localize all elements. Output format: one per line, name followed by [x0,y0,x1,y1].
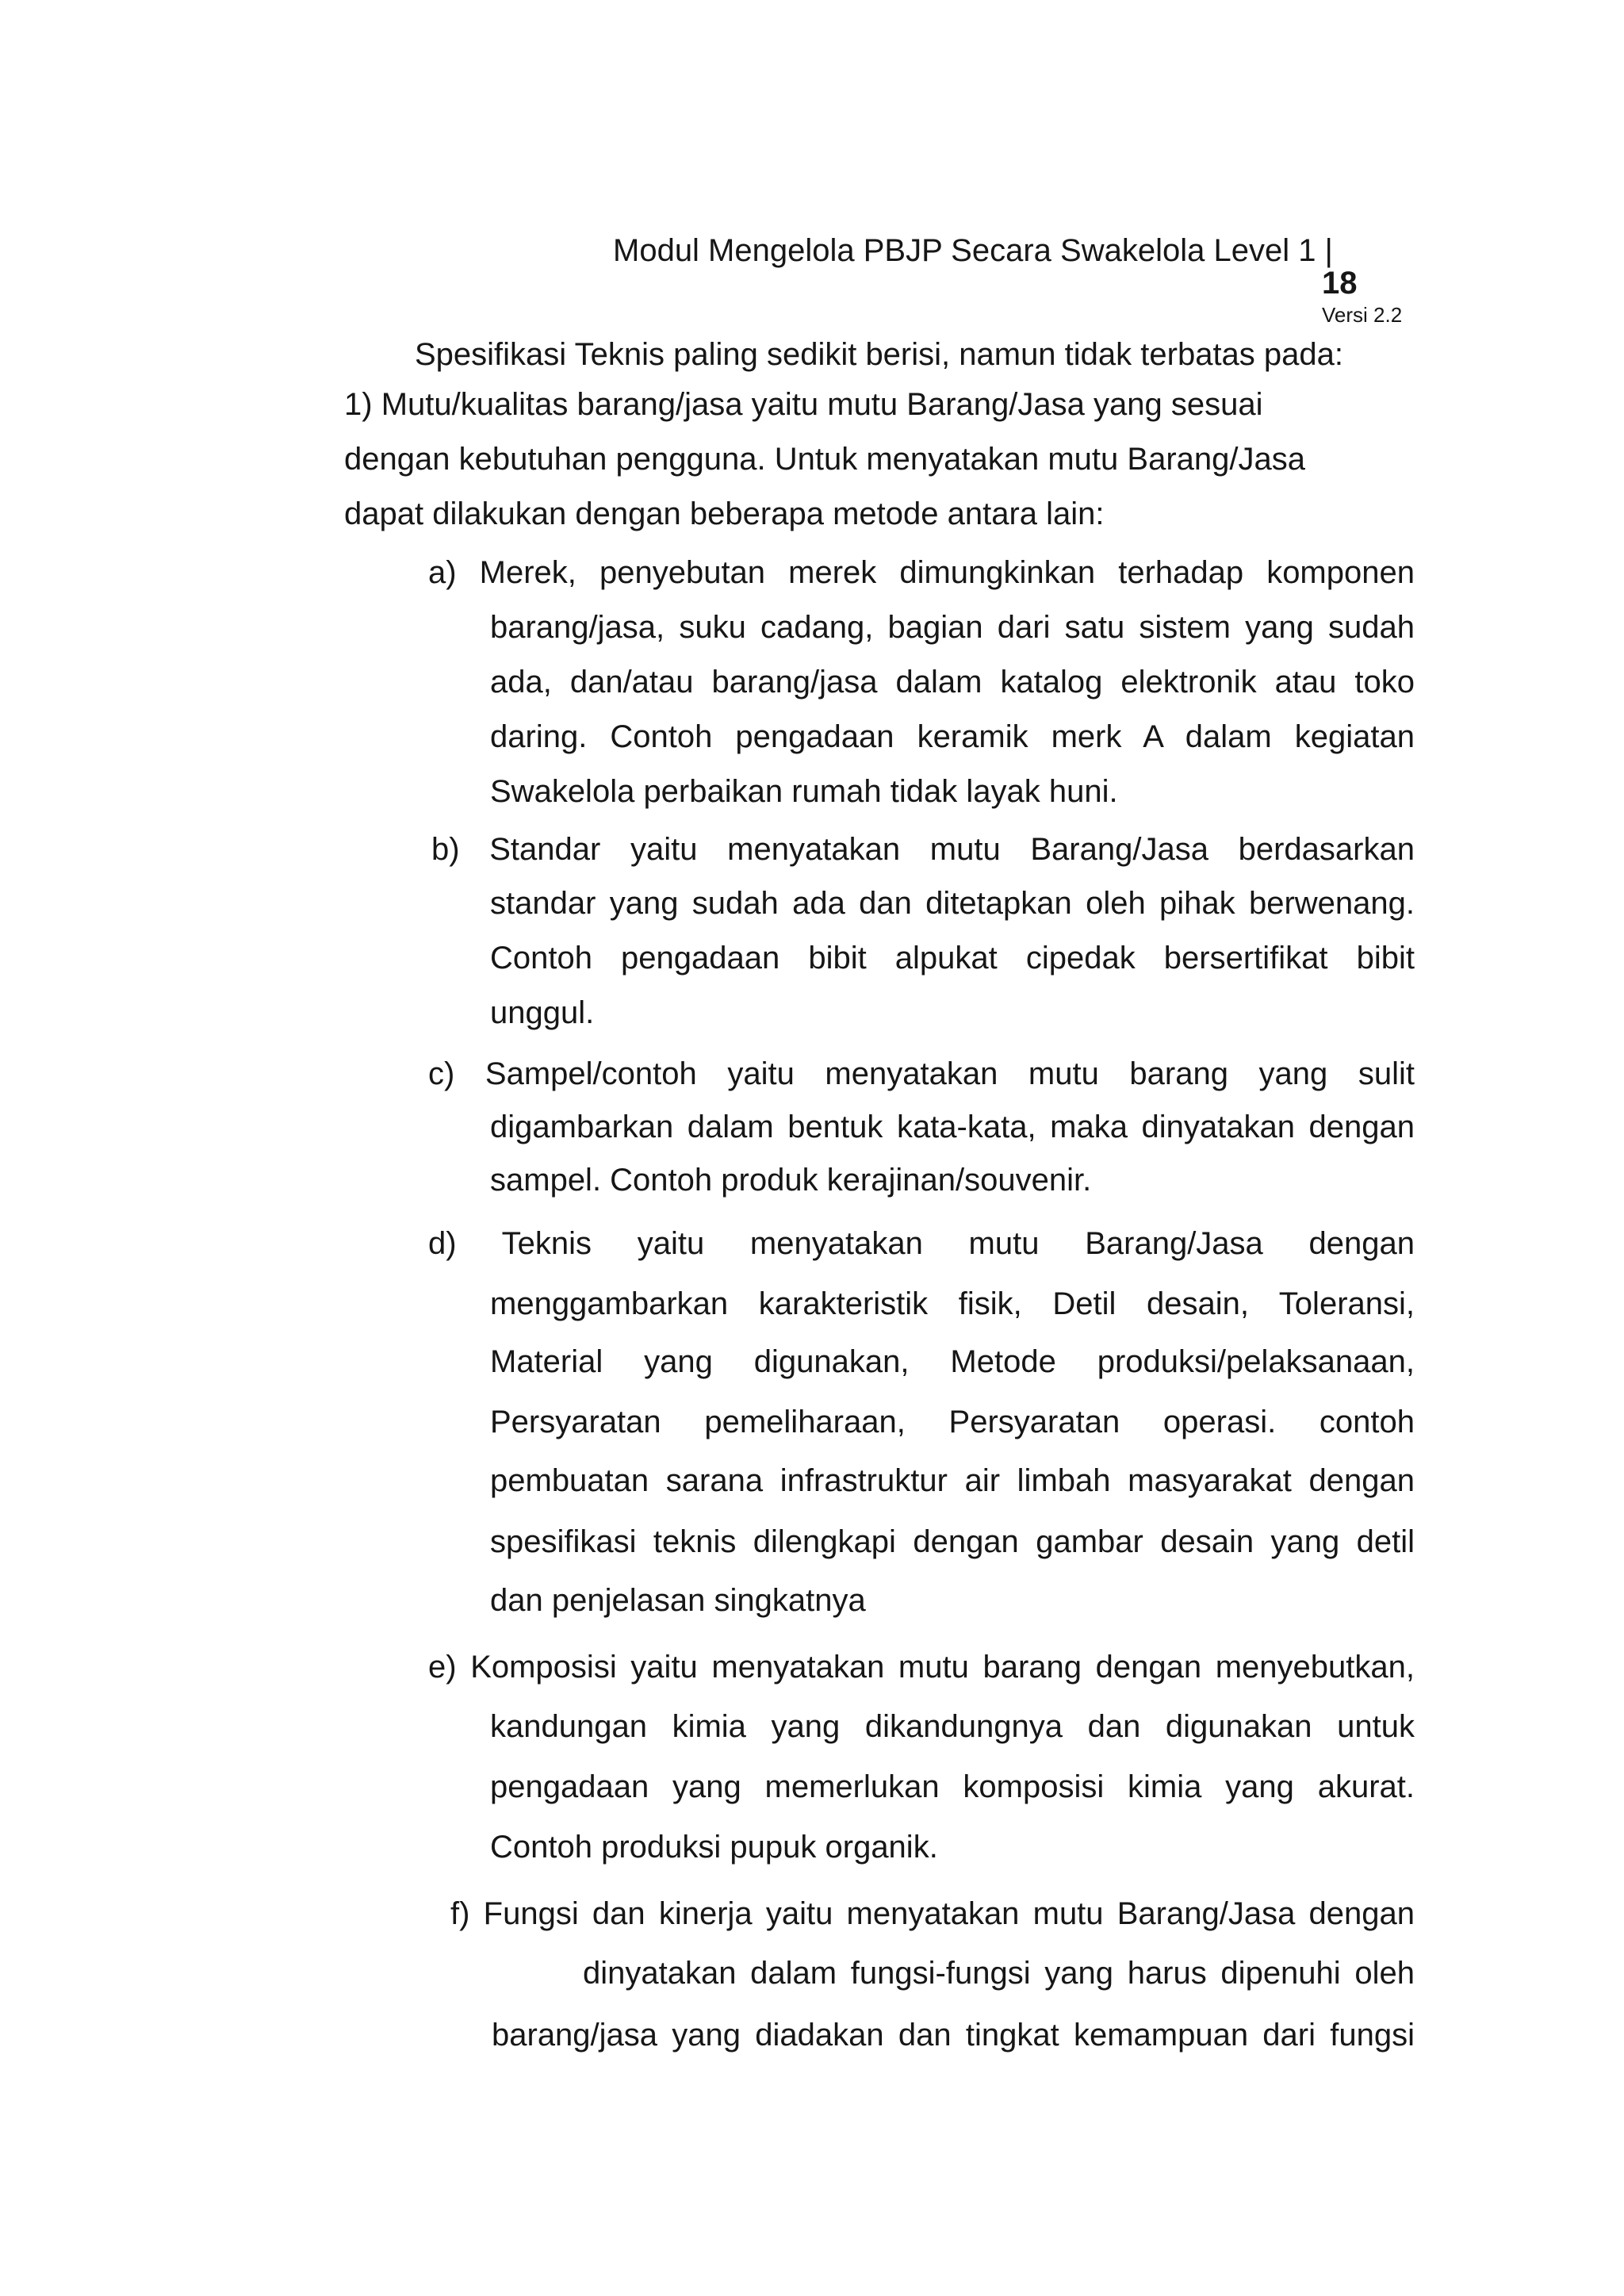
item-line: barang/jasa yang diadakan dan tingkat kemampuan dari fungsi [492,2018,1415,2053]
item-line-text: Teknis yaitu menyatakan mutu Barang/Jasa dengan [501,1226,1415,1261]
item-line: ada, dan/atau barang/jasa dalam katalog elektronik atau toko [490,665,1415,700]
item-line: daring. Contoh pengadaan keramik merk A dalam kegiatan [490,719,1415,754]
item-line: Contoh produksi pupuk organik. [490,1830,938,1865]
point-line [344,385,1262,424]
item-line [428,1054,1415,1094]
item-line [450,1894,1415,1934]
item-line: dan penjelasan singkatnya [490,1583,866,1618]
item-line: menggambarkan karakteristik fisik, Detil desain, Toleransi, [490,1286,1415,1321]
page-number: 18 [1322,266,1358,301]
item-line-text: Standar yaitu menyatakan mutu Barang/Jasa berdasarkan [489,832,1415,867]
item-line: pengadaan yang memerlukan komposisi kimia yang akurat. [490,1769,1415,1804]
item-line-text: Fungsi dan kinerja yaitu menyatakan mutu Barang/Jasa dengan [483,1896,1415,1931]
point-line: dapat dilakukan dengan beberapa metode antara lain: [344,496,1105,531]
point-line: dengan kebutuhan pengguna. Untuk menyatakan mutu Barang/Jasa [344,442,1305,477]
item-line: pembuatan sarana infrastruktur air limbah masyarakat dengan [490,1463,1415,1498]
item-line-text: Sampel/contoh yaitu menyatakan mutu barang yang sulit [485,1056,1415,1091]
point-line-text: Mutu/kualitas barang/jasa yaitu mutu Barang/Jasa yang sesuai [381,387,1263,422]
item-line [428,1647,1415,1687]
item-line [428,1224,1415,1263]
item-line: spesifikasi teknis dilengkapi dengan gambar desain yang detil [490,1524,1415,1559]
header-title: Modul Mengelola PBJP Secara Swakelola Level 1 | [613,233,1333,268]
item-line-text: Merek, penyebutan merek dimungkinkan terhadap komponen [479,555,1415,590]
item-marker: f) [450,1896,470,1931]
item-line: digambarkan dalam bentuk kata-kata, maka dinyatakan dengan [490,1110,1415,1144]
item-line [431,830,1415,869]
item-line: Swakelola perbaikan rumah tidak layak huni. [490,774,1118,809]
item-line: Persyaratan pemeliharaan, Persyaratan operasi. contoh [490,1405,1415,1439]
item-marker: a) [428,555,457,590]
point-marker: 1) [344,387,373,422]
item-marker: d) [428,1226,457,1261]
item-marker: e) [428,1650,457,1685]
item-line [428,553,1415,592]
item-line: barang/jasa, suku cadang, bagian dari satu sistem yang sudah [490,610,1415,645]
version-label: Versi 2.2 [1322,303,1403,327]
item-marker: c) [428,1056,455,1091]
item-marker: b) [431,832,460,867]
item-line: Material yang digunakan, Metode produksi/pelaksanaan, [490,1344,1415,1379]
item-line: dinyatakan dalam fungsi-fungsi yang harus dipenuhi oleh [583,1956,1415,1991]
item-line-text: Komposisi yaitu menyatakan mutu barang dengan menyebutkan, [470,1650,1415,1685]
item-line: unggul. [490,995,595,1030]
item-line: standar yang sudah ada dan ditetapkan oleh pihak berwenang. [490,886,1415,921]
intro-paragraph: Spesifikasi Teknis paling sedikit berisi, namun tidak terbatas pada: [415,337,1344,372]
item-line: kandungan kimia yang dikandungnya dan digunakan untuk [490,1709,1415,1744]
item-line: sampel. Contoh produk kerajinan/souvenir. [490,1163,1092,1198]
item-line: Contoh pengadaan bibit alpukat cipedak bersertifikat bibit [490,941,1415,976]
